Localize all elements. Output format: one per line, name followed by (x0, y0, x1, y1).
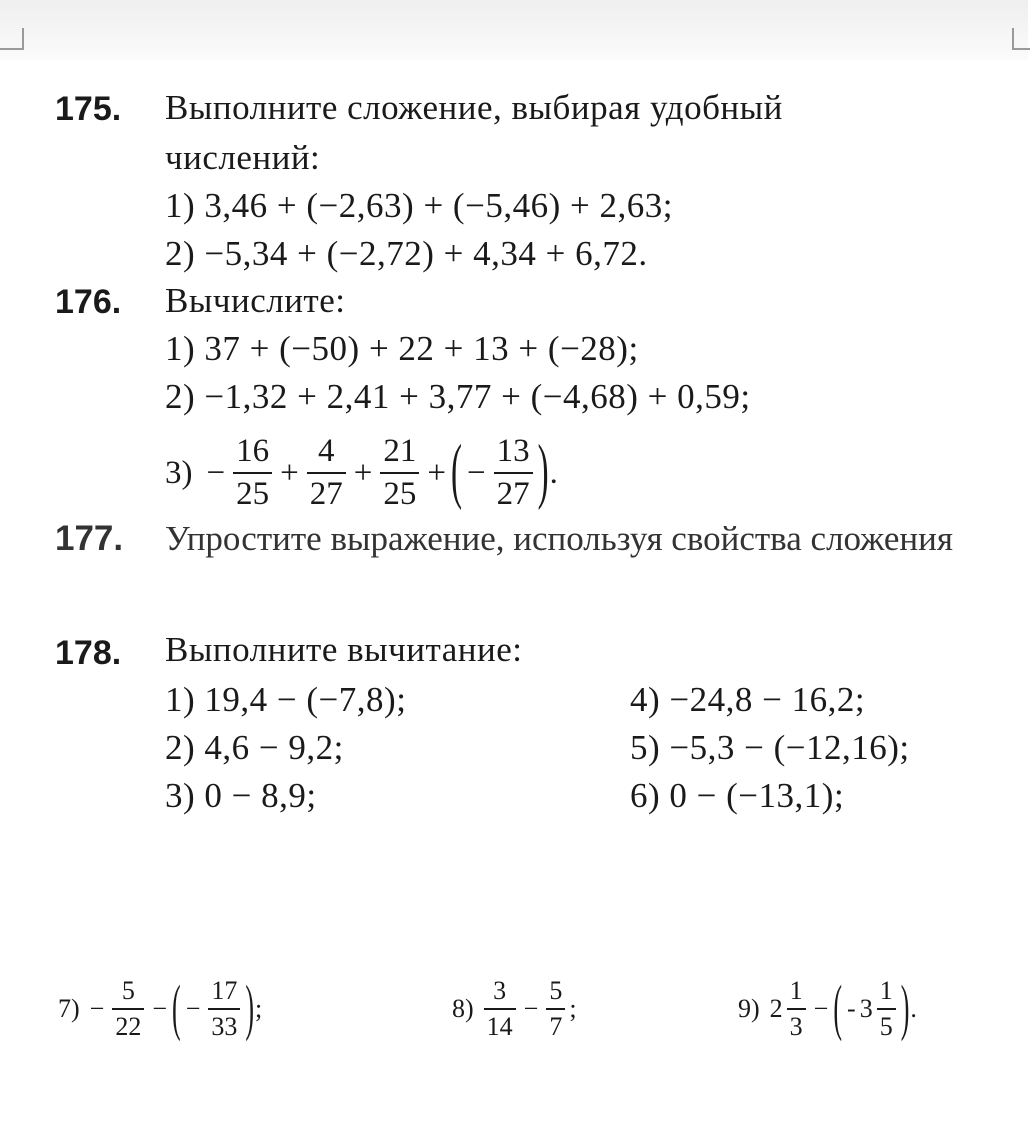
problem-176-item-1: 1) 37 + (−50) + 22 + 13 + (−28); (165, 329, 639, 368)
problem-175-number: 175. (55, 90, 122, 128)
scan-top-band (0, 0, 1028, 60)
right-paren: ) (537, 432, 549, 512)
problem-178-item-5: 5) −5,3 − (−12,16); (630, 728, 910, 767)
left-paren: ( (451, 432, 462, 512)
end-mark: . (549, 454, 558, 491)
problem-175-item-2: 2) −5,34 + (−2,72) + 4,34 + 6,72. (165, 234, 648, 273)
problem-178-item-2: 2) 4,6 − 9,2; (165, 728, 344, 767)
problem-175-item-1: 1) 3,46 + (−2,63) + (−5,46) + 2,63; (165, 186, 673, 225)
problem-178-item-3: 3) 0 − 8,9; (165, 776, 317, 815)
fraction: $\frac{13}{27}$ (494, 435, 533, 511)
fraction: $\frac{3}{14}$ (484, 978, 516, 1040)
problem-176-title: Вычислите: (165, 281, 346, 320)
fraction: $\frac{5}{7}$ (546, 978, 565, 1040)
item-label: 3) (165, 454, 193, 491)
problem-176-item-3: 3) − $\frac{16}{25}$ + $\frac{4}{27}$ + $\frac{21}{25}$ + ( − $\frac{13}{27}$ ) . (165, 432, 558, 512)
extra-item-7: 7) − $\frac{5}{22}$ − ( − $\frac{17}{33}$ ) ; (58, 973, 263, 1043)
problem-175-title-cont: числений: (165, 138, 321, 177)
problem-178-item-6: 6) 0 − (−13,1); (630, 776, 845, 815)
extra-item-8: 8) $\frac{3}{14}$ − $\frac{5}{7}$ ; (452, 976, 577, 1041)
problem-178-item-4: 4) −24,8 − 16,2; (630, 680, 866, 719)
fraction: $\frac{5}{22}$ (112, 978, 144, 1040)
problem-178-number: 178. (55, 634, 122, 672)
mixed-number: 2 $\frac{1}{3}$ (770, 978, 810, 1040)
page-corner-left (0, 28, 24, 50)
problem-176-item-2: 2) −1,32 + 2,41 + 3,77 + (−4,68) + 0,59; (165, 377, 751, 416)
problem-175-title: Выполните сложение, выбирая удобный (165, 88, 783, 127)
fraction: $\frac{16}{25}$ (233, 435, 272, 511)
extra-item-9: 9) 2 $\frac{1}{3}$ − ( - 3 $\frac{1}{5}$ ) . (738, 973, 917, 1043)
problem-178-title: Выполните вычитание: (165, 630, 523, 669)
problem-177-cutoff: 177. Упростите выражение, используя свойства сложения (55, 519, 953, 558)
fraction: $\frac{21}{25}$ (380, 435, 419, 511)
fraction: $\frac{17}{33}$ (208, 978, 240, 1040)
fraction: $\frac{1}{3}$ (787, 978, 806, 1040)
problem-178-item-1: 1) 19,4 − (−7,8); (165, 680, 407, 719)
fraction: $\frac{1}{5}$ (877, 978, 896, 1040)
problem-176-number: 176. (55, 283, 122, 321)
page-corner-right (1012, 28, 1030, 50)
fraction: $\frac{4}{27}$ (307, 435, 346, 511)
mixed-number: 3 $\frac{1}{5}$ (860, 978, 900, 1040)
